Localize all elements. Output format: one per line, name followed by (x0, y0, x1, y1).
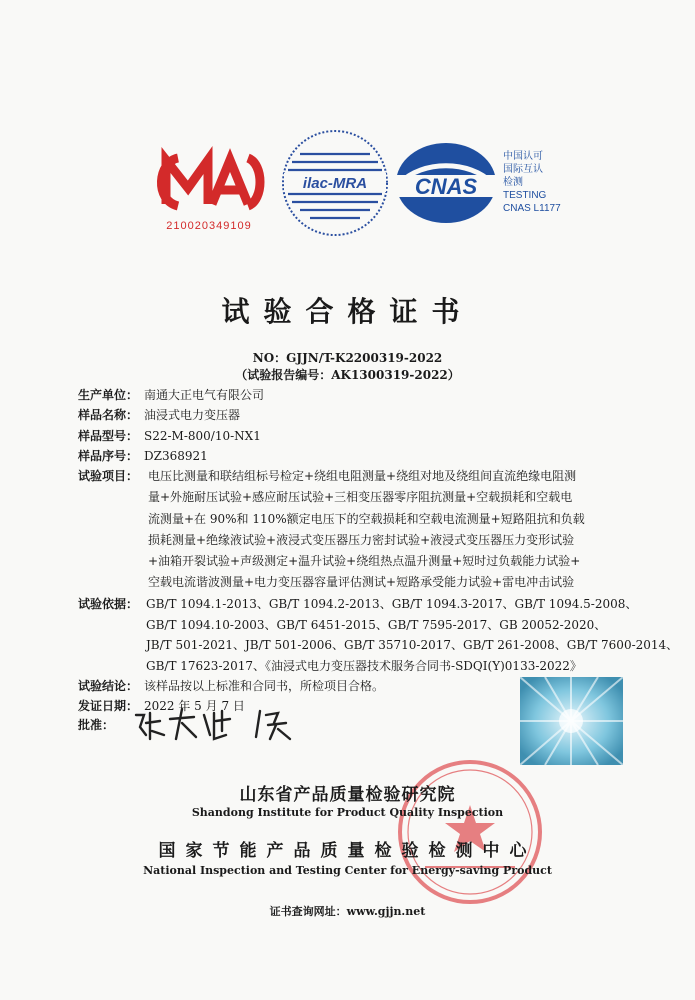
center-name-cn: 国家节能产品质量检验检测中心 (158, 841, 537, 861)
manufacturer-label: 生产单位： (78, 388, 139, 402)
test-items-line: 流测量+在 90%和 110%额定电压下的空载损耗和空载电流测量+短路阻抗和负载 (148, 511, 585, 526)
sample-model-row (78, 427, 261, 446)
svg-text:ilac-MRA: ilac-MRA (302, 175, 368, 192)
cnas-logo (392, 140, 500, 226)
handwritten-signature (130, 705, 300, 745)
conclusion-row (78, 677, 384, 696)
institute-name-en: Shandong Institute for Product Quality Inspection (191, 806, 504, 819)
cnas-line: CNAS L1177 (503, 203, 561, 214)
test-items-line: +油箱开裂试验+声级测定+温升试验+绕组热点温升测量+短时过负载能力试验+ (148, 554, 581, 569)
test-items-block (78, 466, 638, 594)
sample-name-row (78, 406, 240, 425)
report-number: （试验报告编号：AK1300319-2022） (235, 368, 460, 382)
test-basis-line: GB/T 1094.1-2013、GB/T 1094.2-2013、GB/T 1094.3-2017、GB/T 1094.5-2008、 (146, 597, 638, 611)
approval-label: 批准： (78, 718, 115, 732)
serial-no-row (78, 447, 208, 466)
serial-no-value: DZ368921 (144, 449, 208, 463)
ilac-mra-logo (280, 128, 390, 238)
sample-model-value: S22-M-800/10-NX1 (144, 429, 261, 443)
issue-date-label: 发证日期： (78, 699, 139, 713)
test-basis-block (146, 594, 678, 677)
certificate-number: NO：GJJN/T-K2200319-2022 (252, 351, 443, 365)
manufacturer-value: 南通大正电气有限公司 (144, 388, 265, 402)
cnas-line: 中国认可 (503, 151, 543, 162)
test-items-line: 空载电流谐波测量+电力变压器容量评估测试+短路承受能力试验+雷电冲击试验 (148, 575, 575, 590)
cnas-line: 检测 (503, 177, 523, 188)
issue-date-value: 2022 年 5 月 7 日 (144, 699, 245, 713)
sample-name-value: 油浸式电力变压器 (144, 408, 241, 422)
test-basis-line: JB/T 501-2021、JB/T 501-2006、GB/T 35710-2017、GB/T 261-2008、GB/T 7600-2014、 (146, 638, 679, 653)
test-basis-label: 试验依据： (78, 597, 139, 611)
test-items-line: 电压比测量和联结组标号检定+绕组电阻测量+绕组对地及绕组间直流绝缘电阻测 (148, 469, 577, 483)
test-items-line: 量+外施耐压试验+感应耐压试验+三相变压器零序阻抗测量+空载损耗和空载电 (148, 490, 573, 505)
sample-model-label: 样品型号： (78, 429, 139, 443)
center-name-en: National Inspection and Testing Center for Energy-saving Product (143, 864, 552, 877)
test-basis-line: GB/T 1094.10-2003、GB/T 6451-2015、GB/T 7595-2017、GB 20052-2020、 (146, 617, 607, 632)
conclusion-label: 试验结论： (78, 679, 139, 693)
manufacturer-row (78, 386, 264, 405)
institute-name-cn: 山东省产品质量检验研究院 (239, 785, 456, 805)
approval-row (78, 716, 114, 735)
svg-text:CNAS: CNAS (414, 174, 478, 199)
cma-code: 210020349109 (166, 220, 252, 232)
cnas-side-text (503, 150, 561, 215)
cnas-line: 国际互认 (503, 164, 543, 175)
test-items-label: 试验项目： (78, 469, 139, 483)
query-url: 证书查询网址：www.gjjn.net (269, 905, 426, 918)
serial-no-label: 样品序号： (78, 449, 139, 463)
test-basis-line: GB/T 17623-2017、《油浸式电力变压器技术服务合同书-SDQI(Y)0133-2022》 (146, 659, 582, 674)
sample-name-label: 样品名称： (78, 408, 139, 422)
certificate-title: 试验合格证书 (221, 295, 474, 328)
test-items-line: 损耗测量+绝缘液试验+液浸式变压器压力密封试验+液浸式变压器压力变形试验 (148, 532, 575, 547)
conclusion-value: 该样品按以上标准和合同书，所检项目合格。 (144, 679, 385, 693)
cnas-line: TESTING (503, 190, 547, 201)
hologram-sticker (520, 677, 623, 765)
